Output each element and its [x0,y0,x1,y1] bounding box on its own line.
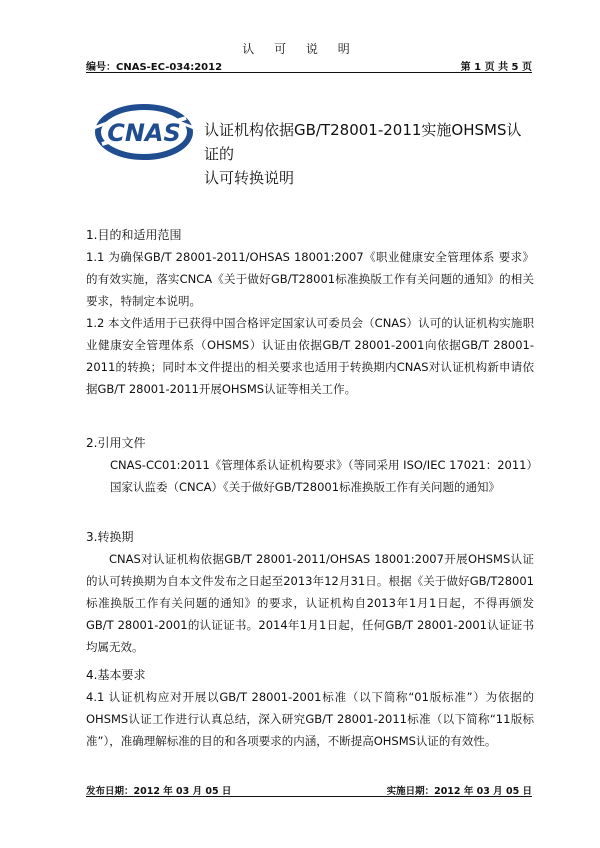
section-heading: 2.引用文件 [86,436,146,450]
header-rule [86,72,532,73]
document-title-line2: 认可转换说明 [204,169,295,187]
header-row [86,58,532,73]
section-1 [86,224,534,400]
page-info: 第 1 页 共 5 页 [460,62,532,73]
section-heading: 1.目的和适用范围 [86,228,182,242]
paragraph: 1.2 本文件适用于已获得中国合格评定国家认可委员会（CNAS）认可的认证机构实施职业健康安全管理体系（OHSMS）认证由依据GB/T 28001-2001向依据GB/T 28001-2011的转换；同时本文件提出的相关要求也适用于转换期内CNAS对认证机构新申请依据GB/T 28001-2011开展OHSMS认证等相关工作。 [86,316,534,396]
section-2 [86,432,538,498]
document-title [204,118,534,190]
section-heading: 4.基本要求 [86,668,146,682]
section-4 [86,664,534,752]
paragraph: 4.1 认证机构应对开展以GB/T 28001-2001标准（以下简称“01版标准”）为依据的OHSMS认证工作进行认真总结，深入研究GB/T 28001-2011标准（以下简称“11版标准”），准确理解标准的目的和各项要求的内涵，不断提高OHSMS认证的有效性。 [86,690,534,748]
logo-text: CNAS [107,119,181,147]
footer-row [86,783,532,797]
section-heading: 3.转换期 [86,530,134,544]
paragraph: 1.1 为确保GB/T 28001-2011/OHSAS 18001:2007《职业健康安全管理体系 要求》的有效实施，落实CNCA《关于做好GB/T28001标准换版工作有关问题的通知》的相关要求，特制定本说明。 [86,250,534,308]
page-header-title: 认 可 说 明 [242,42,358,56]
document-title-line1: 认证机构依据GB/T28001-2011实施OHSMS认证的 [204,121,522,163]
effective-date: 实施日期：2012 年 03 月 05 日 [386,786,532,797]
paragraph: CNAS对认证机构依据GB/T 28001-2011/OHSAS 18001:2007开展OHSMS认证的认可转换期为自本文件发布之日起至2013年12月31日。根据《关于做好GB/T28001标准换版工作有关问题的通知》的要求，认证机构自2013年1月1日起，不得再颁发GB/T 28001-2001的认证证书。2014年1月1日起，任何GB/T 28001-2001认证证书均属无效。 [86,552,534,654]
reference-item: CNAS-CC01:2011《管理体系认证机构要求》（等同采用 ISO/IEC 17021：2011） [110,458,538,472]
publish-date: 发布日期：2012 年 03 月 05 日 [86,786,232,797]
doc-number: 编号：CNAS-EC-034:2012 [86,62,223,73]
cnas-logo [88,100,200,164]
reference-item: 国家认监委（CNCA）《关于做好GB/T28001标准换版工作有关问题的通知》 [110,480,501,494]
section-3 [86,526,534,658]
cnas-logo-icon [88,100,200,164]
